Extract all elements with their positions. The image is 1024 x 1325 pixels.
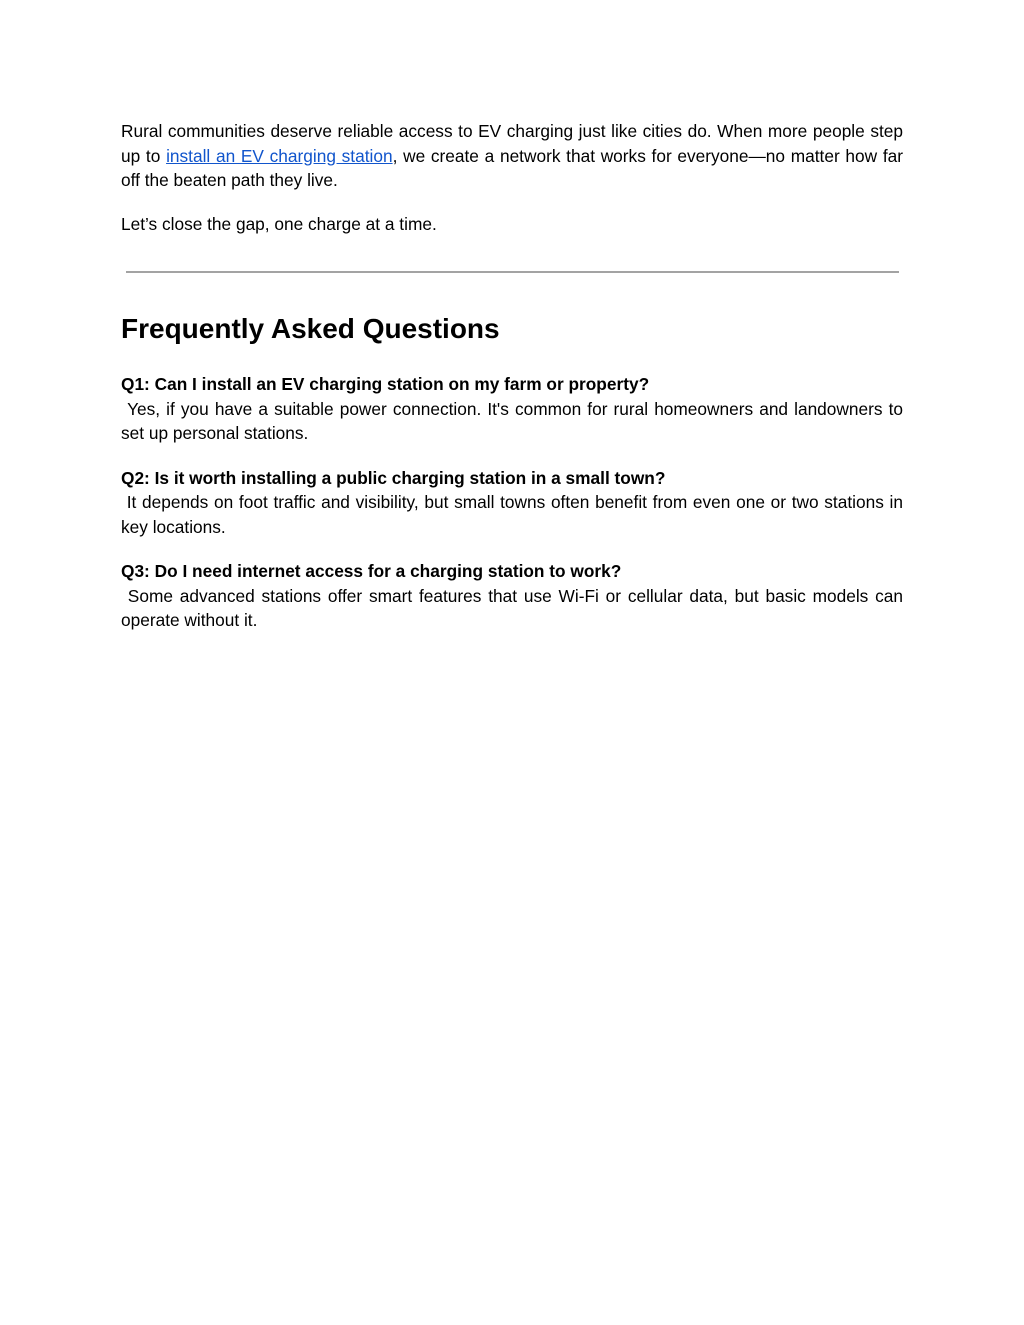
faq-heading: Frequently Asked Questions — [121, 313, 500, 344]
closing-line: Let’s close the gap, one charge at a time. — [121, 213, 437, 234]
intro-text-before-link: Rural communities deserve reliable access to EV charging just like cities do. When more people step up to — [121, 121, 903, 166]
faq-answer: Some advanced stations offer smart features that use Wi-Fi or cellular data, but basic models can operate without it. — [121, 585, 903, 630]
faq-question: Q1: Can I install an EV charging station on my farm or property? — [121, 374, 650, 394]
intro-paragraph — [121, 119, 903, 193]
faq-item — [121, 372, 903, 446]
faq-question: Q2: Is it worth installing a public charging station in a small town? — [121, 467, 666, 488]
faq-item — [121, 466, 903, 540]
intro-section — [121, 119, 903, 236]
faq-question: Q3: Do I need internet access for a charging station to work? — [121, 561, 622, 581]
faq-item — [121, 559, 903, 633]
faq-section — [121, 309, 903, 653]
faq-answer: Yes, if you have a suitable power connection. It's common for rural homeowners and landowners to set up personal stations. — [121, 398, 903, 443]
faq-answer: It depends on foot traffic and visibility, but small towns often benefit from even one or two stations in key locations. — [121, 492, 903, 537]
install-ev-charging-station-link[interactable]: install an EV charging station — [166, 145, 393, 166]
horizontal-divider — [126, 271, 899, 273]
intro-text-after-link: , we create a network that works for everyone—no matter how far off the beaten path they live. — [121, 145, 903, 190]
